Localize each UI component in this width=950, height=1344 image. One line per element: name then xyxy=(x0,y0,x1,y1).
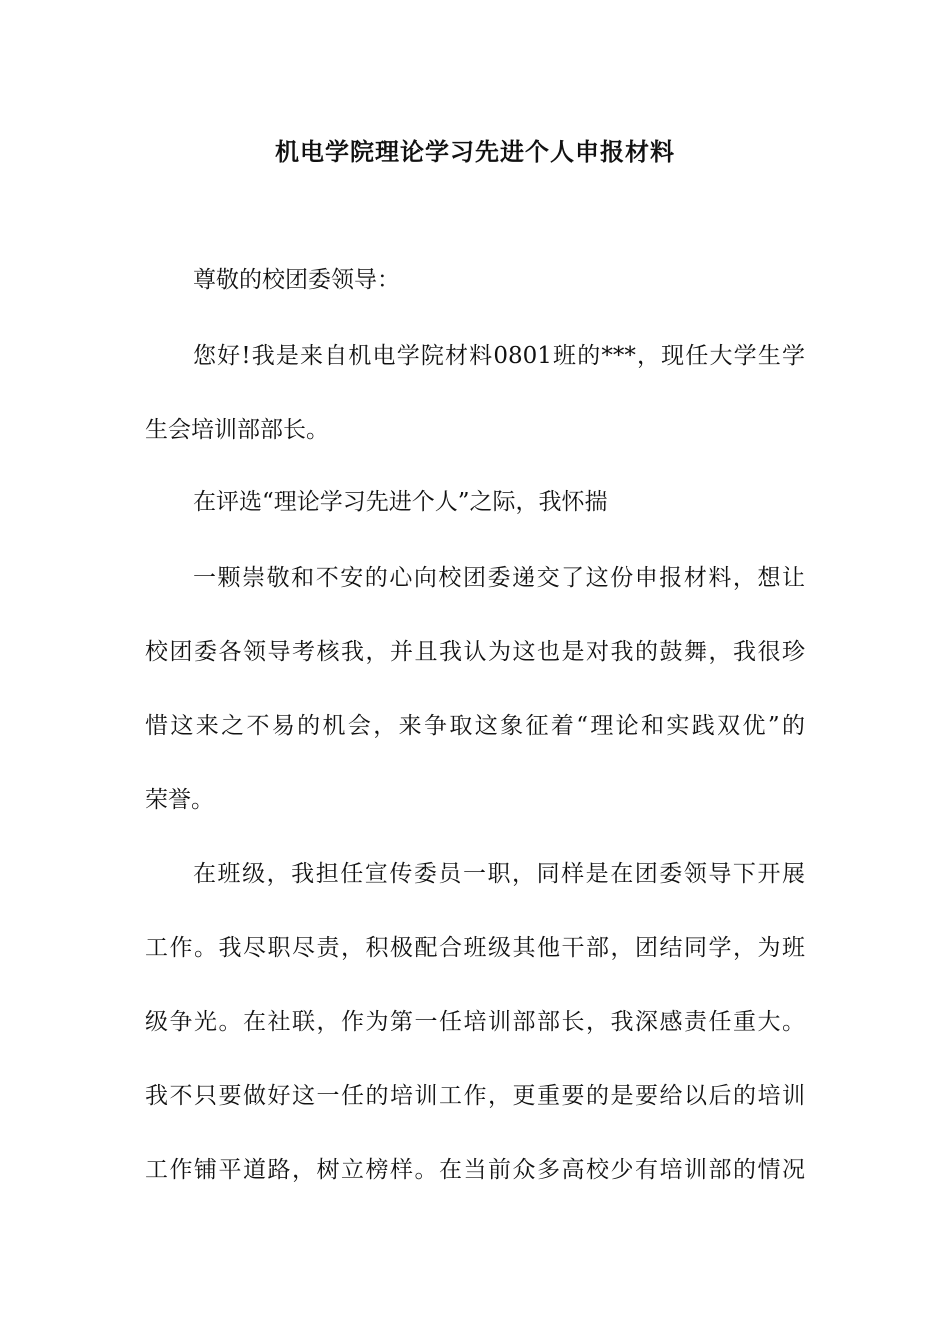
body-line: 校团委各领导考核我，并且我认为这也是对我的鼓舞，我很珍 xyxy=(145,639,805,665)
salutation-line: 尊敬的校团委领导： xyxy=(193,267,400,293)
document-title: 机电学院理论学习先进个人申报材料 xyxy=(275,137,675,166)
body-line: 在评选“理论学习先进个人”之际，我怀揣 xyxy=(193,489,608,515)
body-line: 生会培训部部长。 xyxy=(145,417,329,443)
body-line: 我不只要做好这一任的培训工作，更重要的是要给以后的培训 xyxy=(145,1083,805,1109)
body-line: 一颗崇敬和不安的心向校团委递交了这份申报材料，想让 xyxy=(193,565,805,591)
body-line: 荣誉。 xyxy=(145,787,214,813)
body-line: 工作铺平道路，树立榜样。在当前众多高校少有培训部的情况 xyxy=(145,1157,805,1183)
body-line: 工作。我尽职尽责，积极配合班级其他干部，团结同学，为班 xyxy=(145,935,805,961)
body-line: 您好!我是来自机电学院材料0801班的***，现任大学生学 xyxy=(193,343,805,369)
body-line: 在班级，我担任宣传委员一职，同样是在团委领导下开展 xyxy=(193,861,805,887)
body-line: 惜这来之不易的机会，来争取这象征着“理论和实践双优”的 xyxy=(145,713,805,739)
body-line: 级争光。在社联，作为第一任培训部部长，我深感责任重大。 xyxy=(145,1009,805,1035)
